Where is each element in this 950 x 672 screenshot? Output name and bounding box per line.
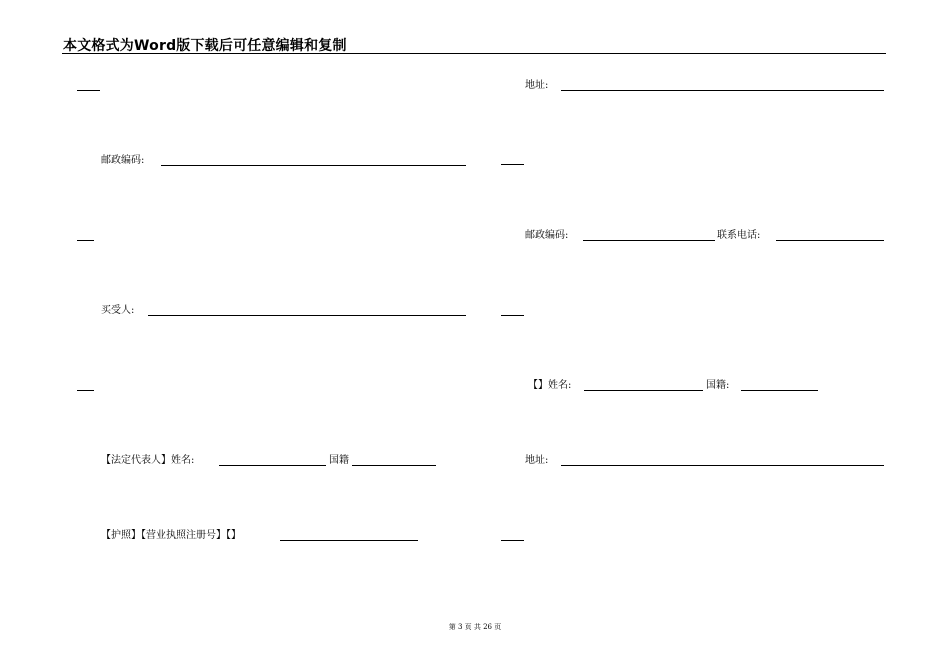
header-rule — [62, 53, 886, 54]
postal-code-field[interactable] — [161, 165, 466, 166]
name-field[interactable] — [584, 390, 703, 391]
blank-line — [501, 164, 524, 165]
address-label: 地址: — [525, 455, 549, 466]
license-number-field[interactable] — [280, 540, 418, 541]
blank-line — [77, 390, 94, 391]
document-header-title: 本文格式为Word版下载后可任意编辑和复制 — [63, 38, 347, 54]
page-number: 第 3 页 共 26 页 — [448, 623, 502, 631]
buyer-field[interactable] — [148, 315, 466, 316]
legal-representative-name-label: 【法定代表人】姓名: — [101, 455, 195, 466]
blank-line — [501, 315, 524, 316]
address-label: 地址: — [525, 80, 549, 91]
buyer-label: 买受人: — [101, 305, 135, 316]
blank-line — [77, 90, 100, 91]
blank-line — [501, 540, 524, 541]
postal-code-field[interactable] — [583, 240, 715, 241]
blank-line — [77, 240, 94, 241]
nationality-label: 国籍: — [706, 380, 730, 391]
postal-code-label: 邮政编码: — [101, 155, 145, 166]
phone-field[interactable] — [776, 240, 884, 241]
nationality-field[interactable] — [741, 390, 818, 391]
phone-label: 联系电话: — [717, 230, 761, 241]
name-label: 【】姓名: — [528, 380, 572, 391]
nationality-field[interactable] — [352, 465, 436, 466]
license-number-label: 【护照】【营业执照注册号】【】 — [101, 530, 241, 541]
postal-code-label: 邮政编码: — [525, 230, 569, 241]
address-field[interactable] — [561, 465, 884, 466]
address-field[interactable] — [561, 90, 884, 91]
legal-representative-name-field[interactable] — [219, 465, 326, 466]
nationality-label: 国籍 — [329, 455, 349, 466]
